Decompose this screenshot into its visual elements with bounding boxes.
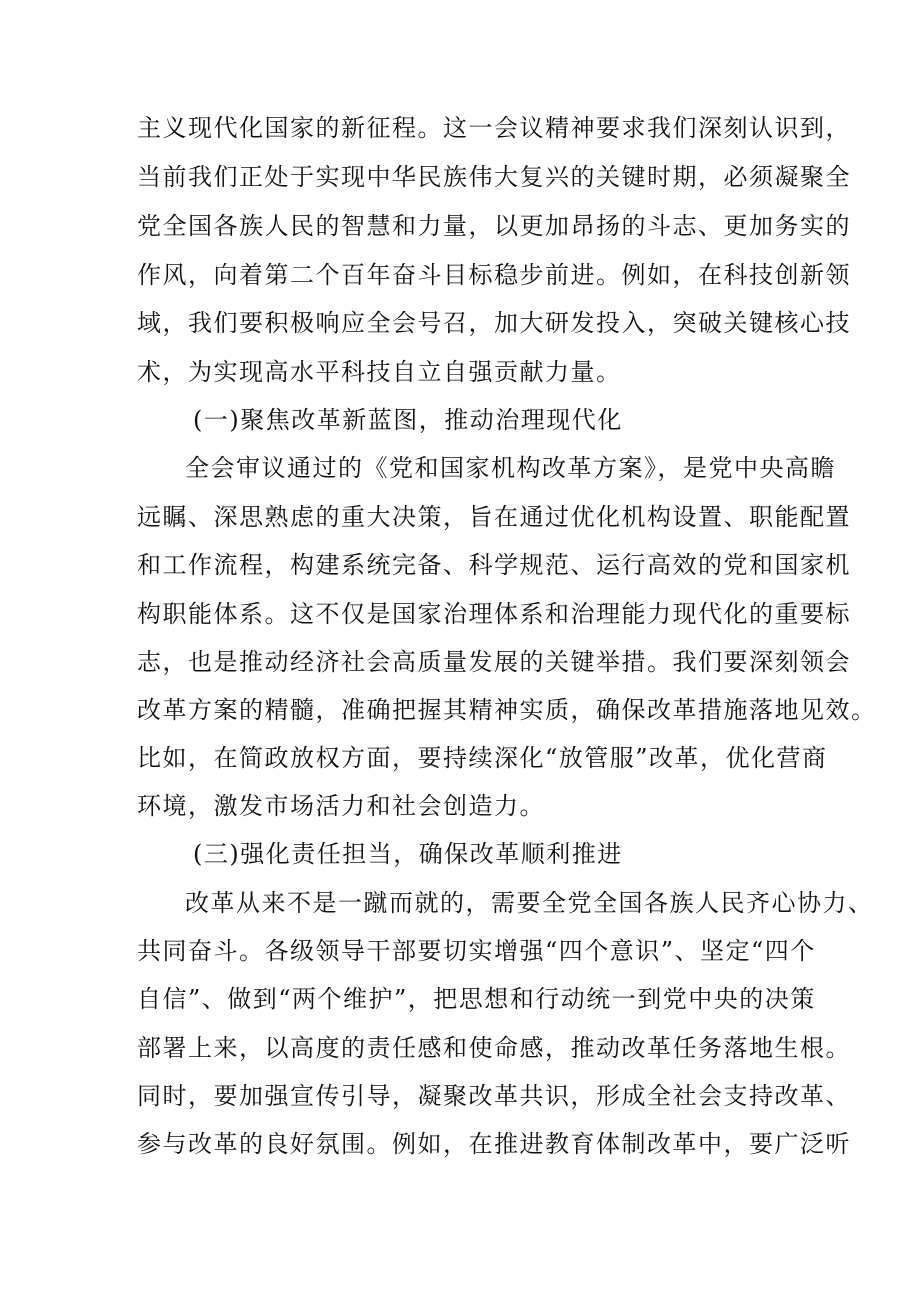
paragraph-line: 作风，向着第二个百年奋斗目标稳步前进。例如，在科技创新领 — [137, 261, 851, 289]
paragraph-line: 比如，在简政放权方面，要持续深化“放管服”改革，优化营商 — [137, 744, 828, 772]
paragraph-line: 域，我们要积极响应全会号召，加大研发投入，突破关键核心技 — [137, 309, 851, 337]
paragraph-line: 当前我们正处于实现中华民族伟大复兴的关键时期，必须凝聚全 — [137, 163, 851, 191]
paragraph-line: 改革从来不是一蹴而就的，需要全党全国各族人民齐心协力、 — [185, 889, 874, 917]
paragraph-line: 志，也是推动经济社会高质量发展的关键举措。我们要深刻领会 — [137, 648, 851, 676]
paragraph-line: 远瞩、深思熟虑的重大决策，旨在通过优化机构设置、职能配置 — [137, 503, 851, 531]
paragraph-line: 自信”、做到“两个维护”，把思想和行动统一到党中央的决策 — [137, 985, 816, 1013]
paragraph-line: 和工作流程，构建系统完备、科学规范、运行高效的党和国家机 — [137, 551, 851, 579]
paragraph-line: 共同奋斗。各级领导干部要切实增强“四个意识”、坚定“四个 — [137, 937, 816, 965]
paragraph-line: 环境，激发市场活力和社会创造力。 — [137, 792, 545, 820]
paragraph-line: 全会审议通过的《党和国家机构改革方案》，是党中央高瞻 — [185, 454, 836, 482]
paragraph-line: 主义现代化国家的新征程。这一会议精神要求我们深刻认识到， — [137, 114, 851, 142]
section-heading: (一)聚焦改革新蓝图，推动治理现代化 — [193, 406, 623, 434]
paragraph-line: 术，为实现高水平科技自立自强贡献力量。 — [137, 358, 622, 386]
paragraph-line: 改革方案的精髓，准确把握其精神实质，确保改革措施落地见效。 — [137, 696, 877, 724]
paragraph-line: 党全国各族人民的智慧和力量，以更加昂扬的斗志、更加务实的 — [137, 212, 851, 240]
paragraph-line: 参与改革的良好氛围。例如，在推进教育体制改革中，要广泛听 — [137, 1130, 851, 1158]
section-heading: (三)强化责任担当，确保改革顺利推进 — [193, 840, 623, 868]
paragraph-line: 构职能体系。这不仅是国家治理体系和治理能力现代化的重要标 — [137, 600, 851, 628]
paragraph-line: 同时，要加强宣传引导，凝聚改革共识，形成全社会支持改革、 — [137, 1082, 851, 1110]
paragraph-line: 部署上来，以高度的责任感和使命感，推动改革任务落地生根。 — [137, 1034, 851, 1062]
